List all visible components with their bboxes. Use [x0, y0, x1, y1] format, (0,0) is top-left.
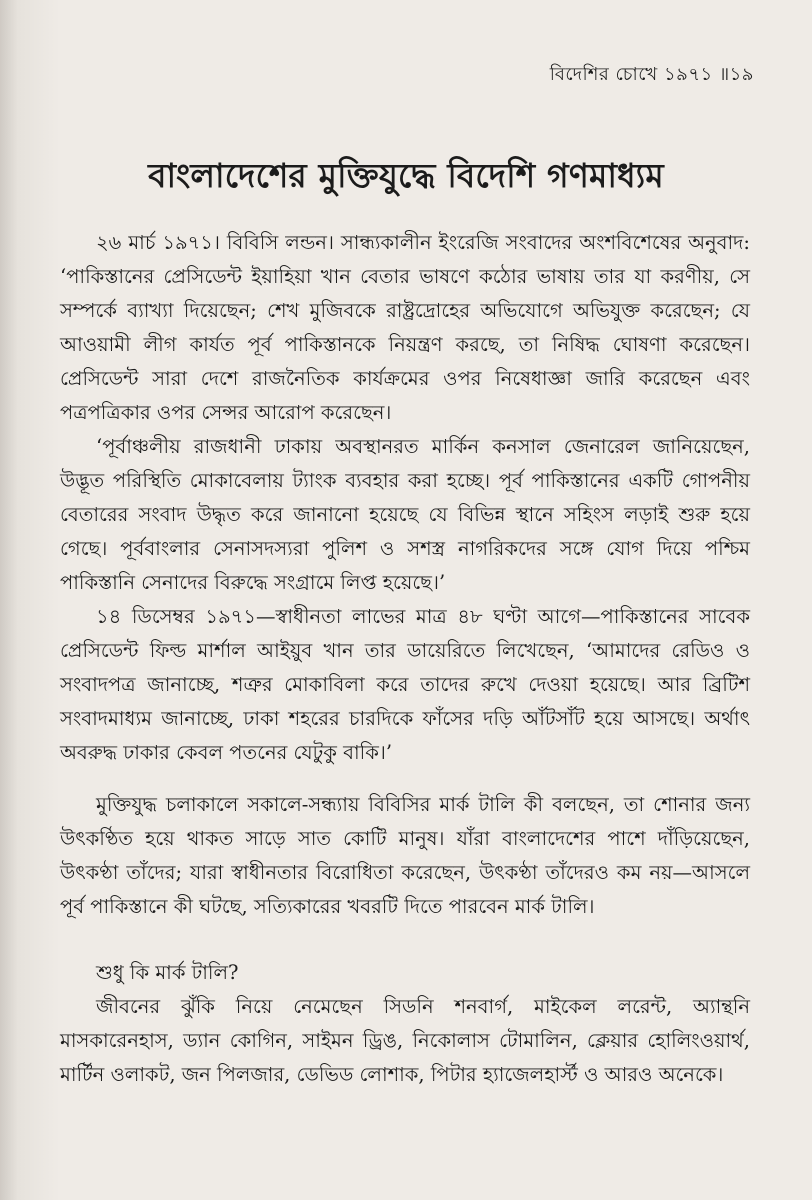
question-line: শুধু কি মার্ক টালি? [96, 961, 239, 984]
closing-paragraph: জীবনের ঝুঁকি নিয়ে নেমেছেন সিডনি শনবার্গ, মাইকেল লরেন্ট, অ্যান্থনি মাসকারেনহাস, ড্যান কোগিন, সাইমন ড্রিঙ, নিকোলাস টোমালিন, ক্লেয়ার হোলিংওয়ার্থ, মার্টিন ওলাকট, জন পিলজার, ডেভিড লোশাক, পিটার হ্যাজেলহার্স্ট ও আরও অনেকে। [60, 995, 750, 1086]
paragraph-2: ‘পূর্বাঞ্চলীয় রাজধানী ঢাকায় অবস্থানরত মার্কিন কনসাল জেনারেল জানিয়েছেন, উদ্ভূত পরিস্থিতি মোকাবেলায় ট্যাংক ব্যবহার করা হচ্ছে। পূর্ব পাকিস্তানের একটি গোপনীয় বেতারের সংবাদ উদ্ধৃত করে জানানো হয়েছে যে বিভিন্ন স্থানে সহিংস লড়াই শুরু হয়ে গেছে। পূর্ববাংলার সেনাসদস্যরা পুলিশ ও সশস্ত্র নাগরিকদের সঙ্গে যোগ দিয়ে পশ্চিম পাকিস্তানি সেনাদের বিরুদ্ধে সংগ্রামে লিপ্ত হয়েছে।’ [60, 435, 750, 594]
running-header: বিদেশির চোখে ১৯৭১ ॥১৯ [549, 64, 754, 85]
paragraph-4: মুক্তিযুদ্ধ চলাকালে সকালে-সন্ধ্যায় বিবিসির মার্ক টালি কী বলছেন, তা শোনার জন্য উৎকণ্ঠিত হয়ে থাকত সাড়ে সাত কোটি মানুষ। যাঁরা বাংলাদেশের পাশে দাঁড়িয়েছেন, উৎকণ্ঠা তাঁদের; যারা স্বাধীনতার বিরোধিতা করেছেন, উৎকণ্ঠা তাঁদেরও কম নয়—আসলে পূর্ব পাকিস্তানে কী ঘটছে, সত্যিকারের খবরটি দিতে পারবেন মার্ক টালি। [60, 793, 750, 918]
body-text [60, 226, 750, 1092]
chapter-title: বাংলাদেশের মুক্তিযুদ্ধে বিদেশি গণমাধ্যম [148, 156, 664, 195]
paragraph-1: ২৬ মার্চ ১৯৭১। বিবিসি লন্ডন। সান্ধ্যকালীন ইংরেজি সংবাদের অংশবিশেষের অনুবাদ: ‘পাকিস্তানের প্রেসিডেন্ট ইয়াহিয়া খান বেতার ভাষণে কঠোর ভাষায় তার যা করণীয়, সে সম্পর্কে ব্যাখ্যা দিয়েছেন; শেখ মুজিবকে রাষ্ট্রদ্রোহের অভিযোগে অভিযুক্ত করেছেন; যে আওয়ামী লীগ কার্যত পূর্ব পাকিস্তানকে নিয়ন্ত্রণ করছে, তা নিষিদ্ধ ঘোষণা করেছেন। প্রেসিডেন্ট সারা দেশে রাজনৈতিক কার্যক্রমের ওপর নিষেধাজ্ঞা জারি করেছেন এবং পত্রপত্রিকার ওপর সেন্সর আরোপ করেছেন। [60, 231, 750, 424]
paragraph-3: ১৪ ডিসেম্বর ১৯৭১—স্বাধীনতা লাভের মাত্র ৪৮ ঘণ্টা আগে—পাকিস্তানের সাবেক প্রেসিডেন্ট ফিল্ড মার্শাল আইয়ুব খান তার ডায়েরিতে লিখেছেন, ‘আমাদের রেডিও ও সংবাদপত্র জানাচ্ছে, শত্রুর মোকাবিলা করে তাদের রুখে দেওয়া হয়েছে। আর ব্রিটিশ সংবাদমাধ্যম জানাচ্ছে, ঢাকা শহরের চারদিকে ফাঁসের দড়ি আঁটসাঁট হয়ে আসছে। অর্থাৎ অবরুদ্ধ ঢাকার কেবল পতনের যেটুকু বাকি।’ [60, 605, 750, 764]
